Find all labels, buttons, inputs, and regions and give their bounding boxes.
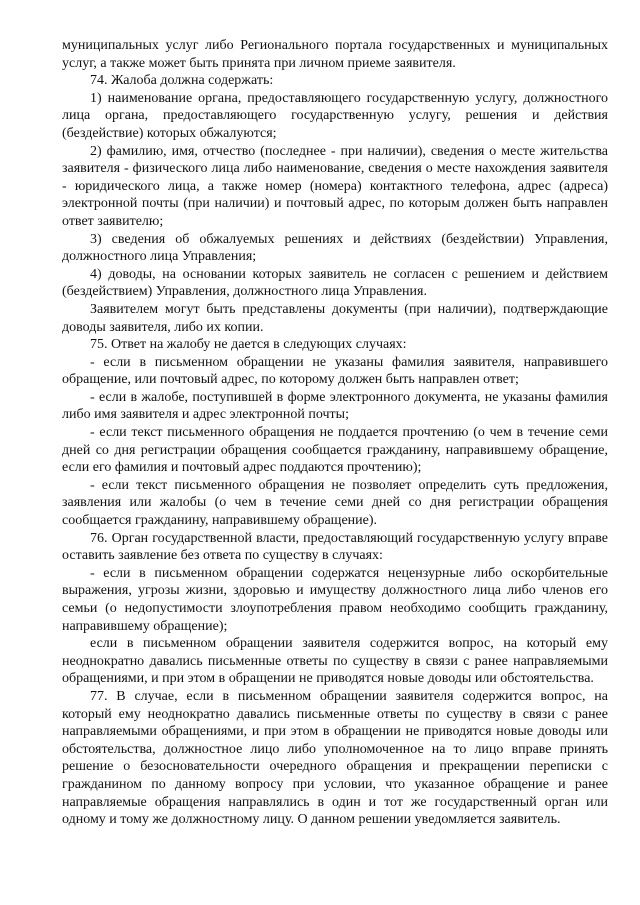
paragraph: 1) наименование органа, предоставляющего государственную услугу, должностного лица органа, предоставляющего государственную услугу, решения и действия (бездействие) которых обжалуются;: [62, 90, 608, 141]
paragraph: 75. Ответ на жалобу не дается в следующих случаях:: [90, 337, 407, 353]
paragraph: 77. В случае, если в письменном обращении заявителя содержится вопрос, на который ему неоднократно давались письменные ответы по существу в связи с ранее направляемыми обращениями, и при этом в обращении не приводятся новые доводы или обстоятельства, должностное лицо либо уполномоченное на то лицо вправе принять решение о безосновательности очередного обращения и прекращении переписки с гражданином по данному вопросу при условии, что указанное обращение и ранее направляемые обращения направлялись в один и тот же государственный орган или одному и тому же должностному лицу. О данном решении уведомляется заявитель.: [62, 688, 608, 828]
paragraph: 4) доводы, на основании которых заявитель не согласен с решением и действием (бездействием) Управления, должностного лица Управления.: [62, 266, 608, 300]
paragraph: 74. Жалоба должна содержать:: [90, 73, 274, 89]
paragraph: - если в письменном обращении не указаны фамилия заявителя, направившего обращение, или почтовый адрес, по которому должен быть направлен ответ;: [62, 354, 608, 388]
paragraph: 2) фамилию, имя, отчество (последнее - при наличии), сведения о месте жительства заявителя - физического лица либо наименование, сведения о месте нахождения заявителя - юридического лица, а также номер (номера) контактного телефона, адрес (адреса) электронной почты (при наличии) и почтовый адрес, по которым должен быть направлен ответ заявителю;: [62, 143, 608, 229]
paragraph: - если в жалобе, поступившей в форме электронного документа, не указаны фамилия либо имя заявителя и адрес электронной почты;: [62, 389, 608, 423]
paragraph: - если в письменном обращении содержатся нецензурные либо оскорбительные выражения, угрозы жизни, здоровью и имуществу должностного лица либо членов его семьи (о недопустимости злоупотребления правом необходимо сообщить гражданину, направившему обращение);: [62, 565, 608, 634]
paragraph: - если текст письменного обращения не поддается прочтению (о чем в течение семи дней со дня регистрации обращения сообщается гражданину, направившему обращение, если его фамилия и почтовый адрес поддаются прочтению);: [62, 425, 608, 476]
paragraph: 3) сведения об обжалуемых решениях и действиях (бездействии) Управления, должностного лица Управления;: [62, 231, 608, 265]
paragraph: Заявителем могут быть представлены документы (при наличии), подтверждающие доводы заявителя, либо их копии.: [62, 301, 608, 335]
paragraph: - если текст письменного обращения не позволяет определить суть предложения, заявления или жалобы (о чем в течение семи дней со дня регистрации обращения сообщается гражданину, направившему обращение).: [62, 477, 608, 529]
paragraph: 76. Орган государственной власти, предоставляющий государственную услугу вправе оставить заявление без ответа по существу в случаях:: [62, 530, 608, 564]
paragraph: муниципальных услуг либо Регионального портала государственных и муниципальных услуг, а также может быть принята при личном приеме заявителя.: [62, 38, 608, 71]
paragraph: если в письменном обращении заявителя содержится вопрос, на который ему неоднократно давались письменные ответы по существу в связи с ранее направляемыми обращениями, и при этом в обращении не приводятся новые доводы или обстоятельства.: [62, 636, 608, 687]
